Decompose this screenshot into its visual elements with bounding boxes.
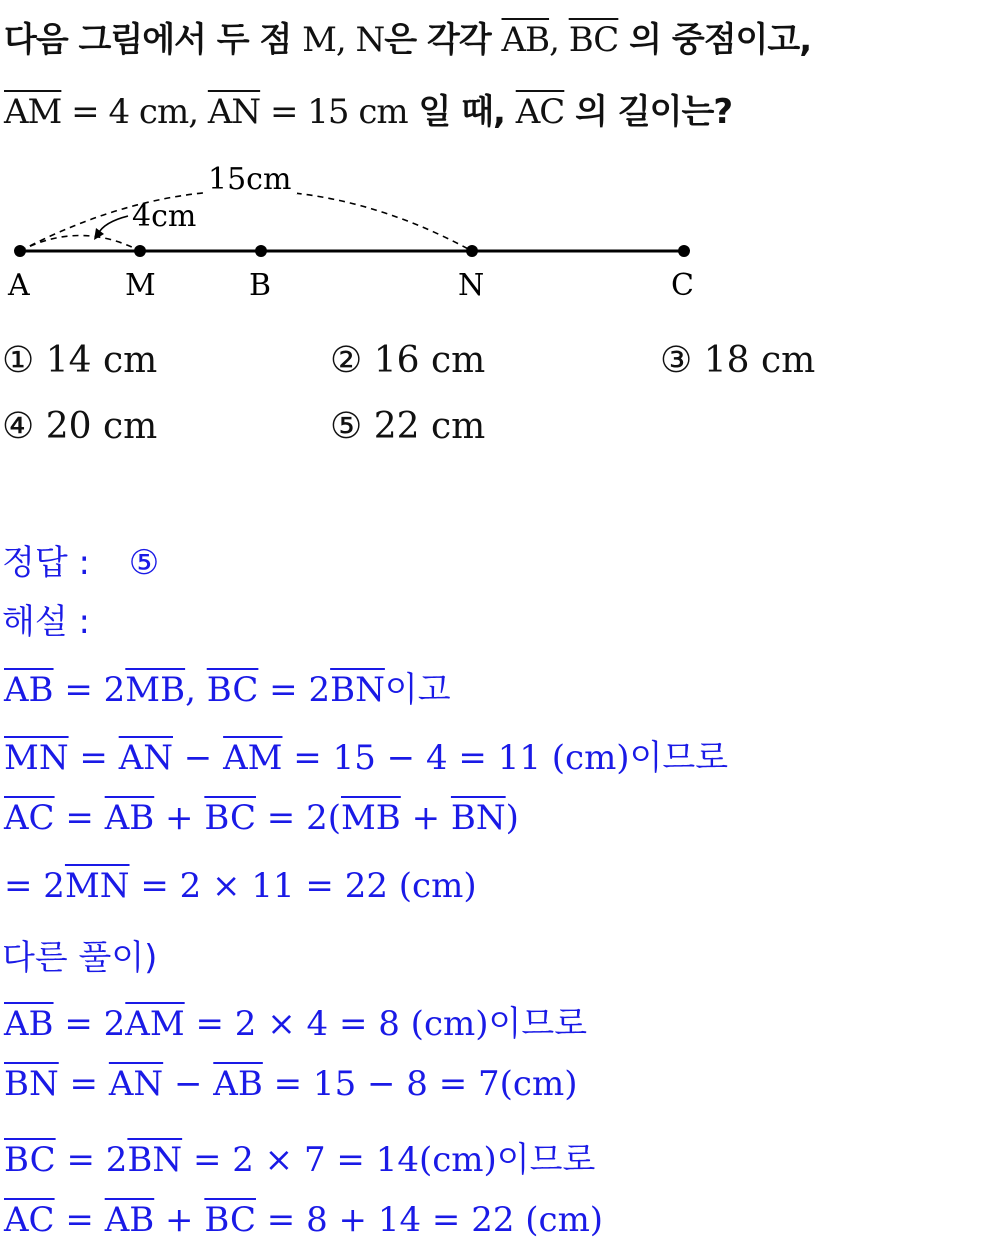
point-n xyxy=(466,245,478,257)
segment-label: $\overline{AB}$ xyxy=(4,670,54,710)
explanation-line xyxy=(4,798,519,838)
option-marker: ① xyxy=(2,340,35,381)
math-text: = xyxy=(58,1064,109,1104)
math-text: = 2 × 4 = 8 (cm) xyxy=(184,1004,489,1044)
question-math: = 4 cm, xyxy=(61,92,208,132)
question-line-2 xyxy=(4,84,732,133)
question-math: M, N xyxy=(302,20,385,60)
math-text: = 2 × 7 = 14(cm) xyxy=(182,1140,497,1180)
segment-label: $\overline{BN}$ xyxy=(4,1064,59,1104)
segment-label: $\overline{MN}$ xyxy=(64,866,130,906)
alt-solution-line xyxy=(4,1200,603,1240)
arrow-head xyxy=(94,228,104,240)
math-text: + xyxy=(400,798,451,838)
math-text: = 2 × 11 = 22 (cm) xyxy=(129,866,477,906)
answer xyxy=(2,535,159,584)
segment-label: $\overline{AN}$ xyxy=(118,738,173,778)
segment-label: $\overline{AM}$ xyxy=(125,1004,185,1044)
question-text: 은 각각 xyxy=(384,20,502,60)
option-marker: ③ xyxy=(660,340,693,381)
korean-text: 이므로 xyxy=(488,1004,588,1044)
segment-label: $\overline{AB}$ xyxy=(501,20,550,60)
math-text: = xyxy=(68,738,119,778)
segment-label: $\overline{MB}$ xyxy=(340,798,401,838)
option-value: 20 cm xyxy=(45,406,158,447)
segment-label: $\overline{BC}$ xyxy=(204,798,256,838)
question-math: = 15 cm xyxy=(260,92,408,132)
segment-label: $\overline{AM}$ xyxy=(4,92,62,132)
math-text: = 15 − 4 = 11 (cm) xyxy=(282,738,630,778)
arc-am xyxy=(20,236,140,252)
segment-label: $\overline{MN}$ xyxy=(4,738,69,778)
label-4cm: 4cm xyxy=(132,199,197,234)
option-2[interactable] xyxy=(330,340,485,381)
math-text: − xyxy=(173,738,224,778)
math-text: = 2 xyxy=(4,866,65,906)
segment-label: $\overline{MB}$ xyxy=(125,670,186,710)
option-value: 18 cm xyxy=(703,340,816,381)
question-text: 일 때, xyxy=(407,92,516,132)
korean-text: 이므로 xyxy=(496,1140,596,1180)
explanation-line xyxy=(4,730,728,779)
point-b xyxy=(255,245,267,257)
label-m: M xyxy=(125,268,156,303)
math-text: = 2 xyxy=(55,1140,128,1180)
math-text: = 2 xyxy=(53,1004,126,1044)
point-m xyxy=(134,245,146,257)
math-text: − xyxy=(163,1064,214,1104)
segment-label: $\overline{BC}$ xyxy=(206,670,259,710)
question-sep: , xyxy=(549,20,569,60)
answer-value: ⑤ xyxy=(128,543,160,583)
explanation-label: 해설 : xyxy=(2,602,90,642)
option-4[interactable] xyxy=(2,406,157,447)
korean-text: 이므로 xyxy=(629,738,729,778)
alt-solution-line xyxy=(4,1064,577,1104)
segment-label: $\overline{BC}$ xyxy=(568,20,619,60)
segment-label: $\overline{AB}$ xyxy=(104,798,155,838)
segment-label: $\overline{AM}$ xyxy=(223,738,283,778)
segment-label: $\overline{AC}$ xyxy=(4,798,55,838)
math-text: , xyxy=(185,670,207,710)
segment-label: $\overline{AC}$ xyxy=(4,1200,55,1240)
segment-label: $\overline{BC}$ xyxy=(4,1140,56,1180)
segment-label: $\overline{BN}$ xyxy=(127,1140,183,1180)
segment-label: $\overline{AB}$ xyxy=(104,1200,155,1240)
label-c: C xyxy=(671,268,694,303)
point-a xyxy=(14,245,26,257)
math-text: ) xyxy=(505,798,519,838)
segment-label: $\overline{AB}$ xyxy=(213,1064,263,1104)
math-text: + xyxy=(154,1200,205,1240)
math-text: + xyxy=(154,798,205,838)
korean-text: 이고 xyxy=(384,670,451,710)
option-marker: ⑤ xyxy=(330,406,363,447)
explanation-line xyxy=(4,866,477,906)
question-text: 다음 그림에서 두 점 xyxy=(4,20,303,60)
arc-an xyxy=(20,191,472,252)
point-c xyxy=(678,245,690,257)
segment-label: $\overline{BN}$ xyxy=(330,670,385,710)
math-text: = 2( xyxy=(255,798,341,838)
answer-label: 정답 : xyxy=(2,543,90,583)
label-n: N xyxy=(458,268,485,303)
option-marker: ④ xyxy=(2,406,35,447)
math-text: = 8 + 14 = 22 (cm) xyxy=(255,1200,604,1240)
alt-solution-label: 다른 풀이) xyxy=(2,938,158,978)
question-text: 의 길이는? xyxy=(564,92,733,132)
option-marker: ② xyxy=(330,340,363,381)
option-value: 16 cm xyxy=(373,340,486,381)
arrow-line xyxy=(98,216,128,234)
option-5[interactable] xyxy=(330,406,485,447)
question-text: 의 중점이고, xyxy=(618,20,812,60)
option-1[interactable] xyxy=(2,340,157,381)
label-b: B xyxy=(249,268,272,303)
math-text: = 2 xyxy=(258,670,331,710)
math-text: = xyxy=(54,1200,105,1240)
option-3[interactable] xyxy=(660,340,815,381)
segment-label: $\overline{AN}$ xyxy=(207,92,261,132)
math-text: = 2 xyxy=(53,670,126,710)
segment-diagram xyxy=(0,150,720,310)
alt-solution-line xyxy=(4,996,587,1045)
question-line-1 xyxy=(4,12,811,61)
option-value: 14 cm xyxy=(45,340,158,381)
option-value: 22 cm xyxy=(373,406,486,447)
segment-label: $\overline{AB}$ xyxy=(4,1004,54,1044)
segment-label: $\overline{AN}$ xyxy=(108,1064,164,1104)
label-15cm: 15cm xyxy=(208,162,292,197)
math-text: = 15 − 8 = 7(cm) xyxy=(262,1064,578,1104)
segment-label: $\overline{BN}$ xyxy=(450,798,506,838)
alt-solution-line xyxy=(4,1132,595,1181)
segment-label: $\overline{AC}$ xyxy=(515,92,565,132)
segment-label: $\overline{BC}$ xyxy=(204,1200,256,1240)
label-a: A xyxy=(8,268,30,303)
explanation-line xyxy=(4,662,451,711)
math-text: = xyxy=(54,798,105,838)
